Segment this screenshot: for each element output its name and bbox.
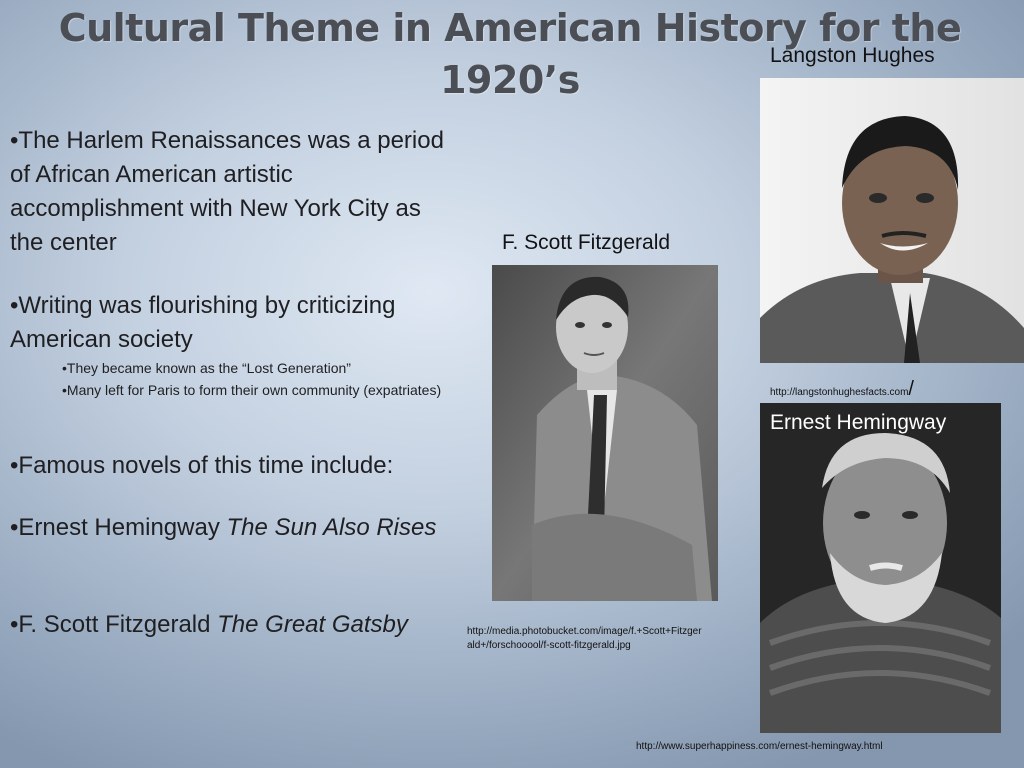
photo-langston-hughes: [760, 78, 1024, 363]
caption-hemingway: Ernest Hemingway: [770, 411, 947, 434]
source-url-hughes-text[interactable]: http://langstonhughesfacts.com: [770, 387, 909, 398]
slide-title-line-1: Cultural Theme in American History for the: [58, 6, 962, 50]
sub-bullet-expatriates: •Many left for Paris to form their own community (expatriates): [62, 382, 442, 398]
slide-title-line-2: 1920’s: [440, 58, 580, 102]
portrait-hughes-image: [760, 78, 1024, 363]
bullet-hemingway-author: •Ernest Hemingway: [10, 514, 227, 541]
bullet-fitzgerald-author: •F. Scott Fitzgerald: [10, 611, 218, 638]
source-url-hemingway[interactable]: http://www.superhappiness.com/ernest-hemingway.html: [636, 741, 883, 752]
source-url-fitzgerald-line-2[interactable]: ald+/forschooool/f-scott-fitzgerald.jpg: [467, 640, 631, 651]
photo-fitzgerald: [492, 265, 718, 601]
photo-hemingway: [760, 403, 1001, 733]
source-url-fitzgerald[interactable]: [467, 625, 702, 653]
caption-fitzgerald: F. Scott Fitzgerald: [502, 231, 671, 254]
bullet-harlem-renaissance: •The Harlem Renaissances was a period of African American artistic accomplishment with New York City as the center: [10, 127, 444, 256]
bullet-fitzgerald-book-title: The Great Gatsby: [217, 611, 408, 638]
caption-langston-hughes: Langston Hughes: [770, 44, 935, 67]
bullet-fitzgerald-novel: [10, 608, 470, 642]
bullet-writing-flourishing: •Writing was flourishing by criticizing American society: [10, 292, 396, 353]
bullet-hemingway-novel: [10, 511, 450, 545]
bullet-famous-novels: •Famous novels of this time include:: [10, 452, 394, 479]
sub-bullet-lost-generation: •They became known as the “Lost Generation”: [62, 360, 351, 376]
bullet-hemingway-book-title: The Sun Also Rises: [226, 514, 437, 541]
source-url-hughes[interactable]: [770, 378, 914, 400]
portrait-hemingway-image: [760, 403, 1001, 733]
source-url-fitzgerald-line-1[interactable]: http://media.photobucket.com/image/f.+Scott+Fitzger: [467, 626, 702, 637]
source-url-hughes-slash: /: [908, 378, 914, 400]
portrait-fitzgerald-image: [492, 265, 718, 601]
